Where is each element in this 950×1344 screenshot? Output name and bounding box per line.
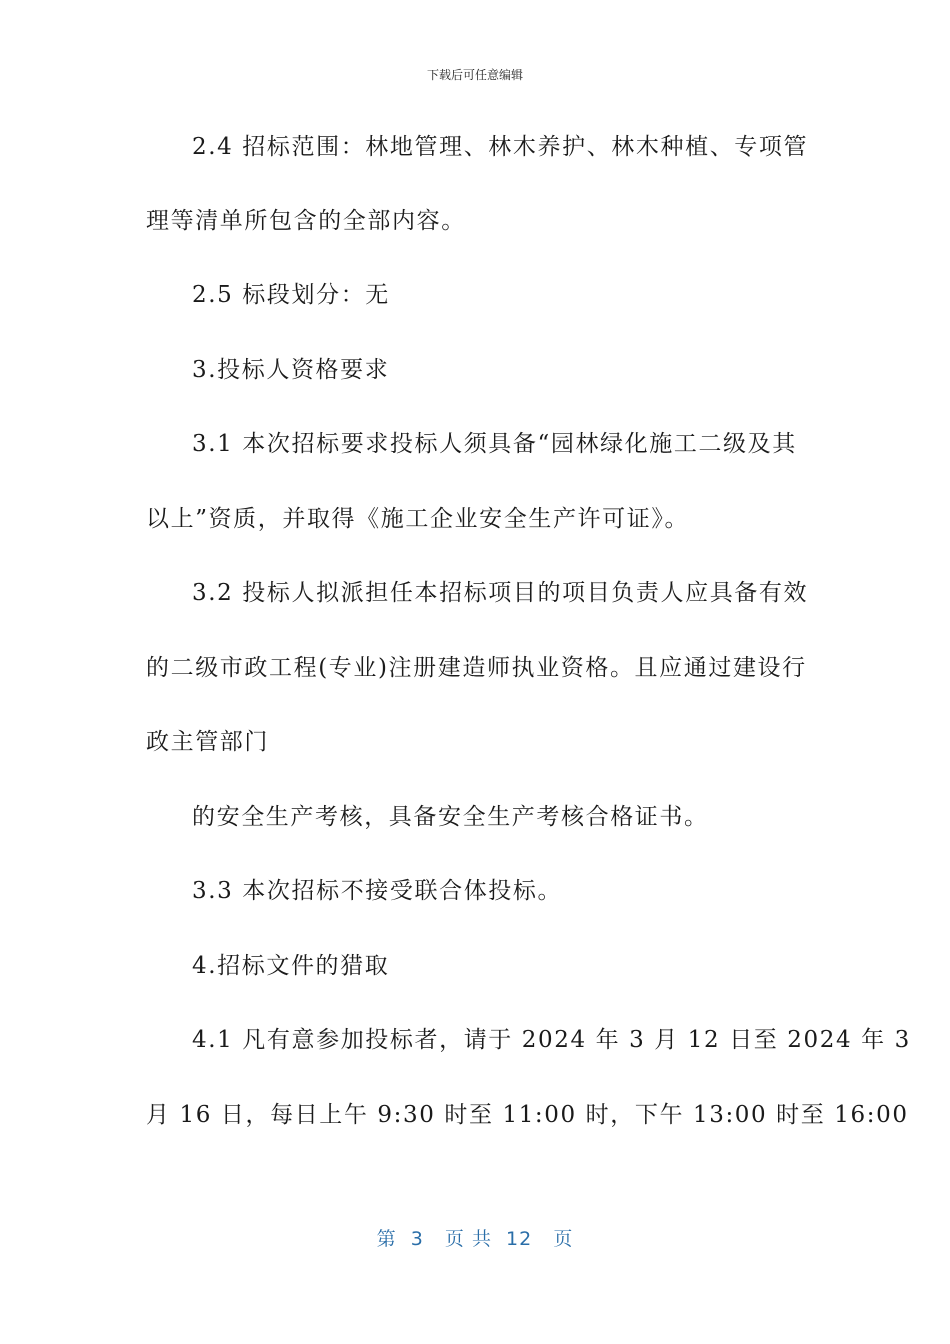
paragraph-line: 月 16 日，每日上午 9:30 时至 11:00 时，下午 13:00 时至 16:00 <box>146 1102 909 1128</box>
paragraph-line: 2.5 标段划分：无 <box>192 282 390 308</box>
paragraph-line: 4.招标文件的猎取 <box>192 953 390 979</box>
page-header-note: 下载后可任意编辑 <box>426 68 523 82</box>
page-footer <box>0 1226 950 1252</box>
paragraph-line: 以上”资质，并取得《施工企业安全生产许可证》。 <box>146 506 690 532</box>
paragraph-line: 3.投标人资格要求 <box>192 357 390 383</box>
paragraph-line: 的二级市政工程(专业)注册建造师执业资格。且应通过建设行 <box>146 655 807 681</box>
paragraph-line: 3.3 本次招标不接受联合体投标。 <box>192 878 563 904</box>
paragraph-line: 政主管部门 <box>146 729 269 755</box>
paragraph-line: 理等清单所包含的全部内容。 <box>146 208 466 234</box>
page-number-label: 第 3 页 共 12 页 <box>376 1228 574 1250</box>
paragraph-line: 的安全生产考核，具备安全生产考核合格证书。 <box>192 804 709 830</box>
paragraph-line: 4.1 凡有意参加投标者，请于 2024 年 3 月 12 日至 2024 年 3 <box>192 1027 911 1053</box>
paragraph-line: 2.4 招标范围：林地管理、林木养护、林木种植、专项管 <box>192 134 809 160</box>
paragraph-line: 3.2 投标人拟派担任本招标项目的项目负责人应具备有效 <box>192 580 809 606</box>
paragraph-line: 3.1 本次招标要求投标人须具备“园林绿化施工二级及其 <box>192 431 797 457</box>
